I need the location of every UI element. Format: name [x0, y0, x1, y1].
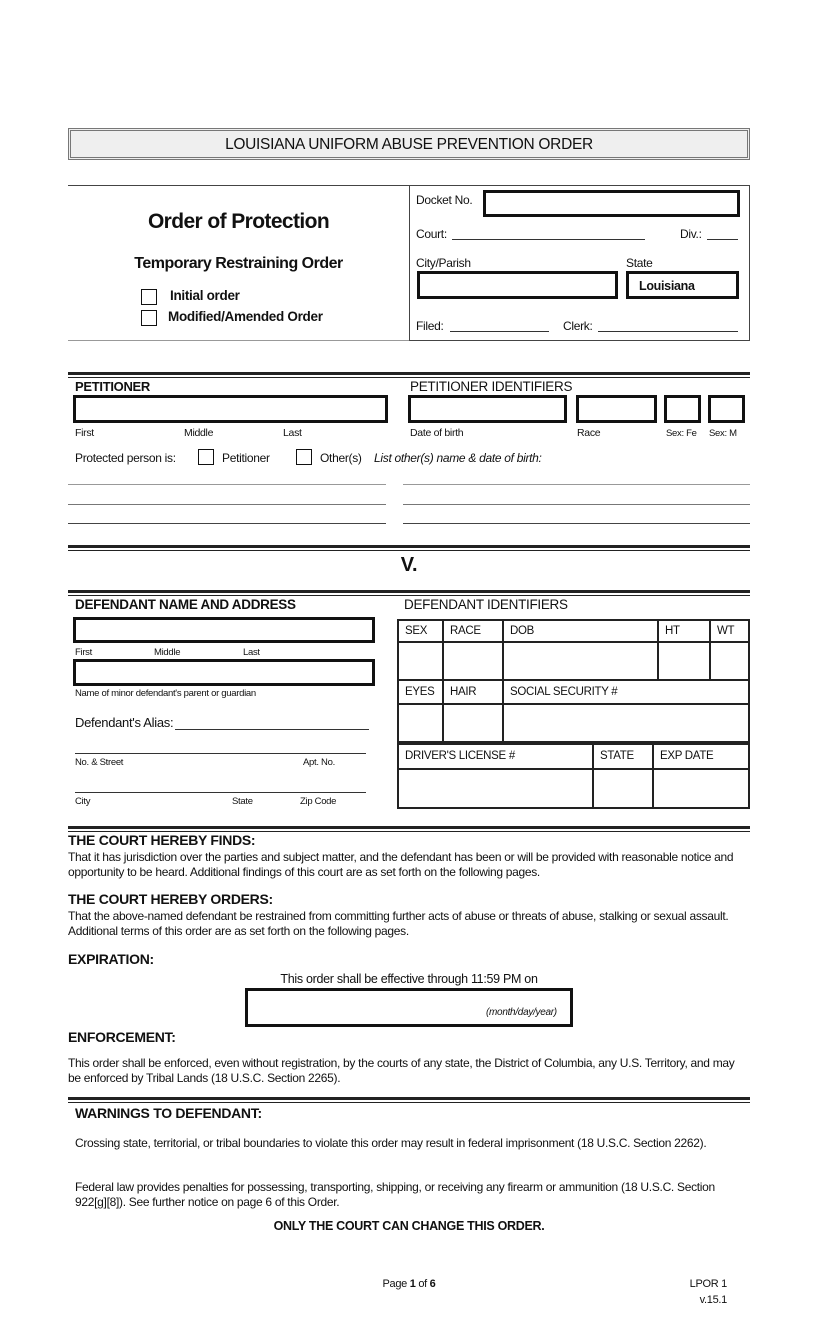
race-label: Race [577, 427, 601, 439]
modified-order-label: Modified/Amended Order [168, 309, 323, 324]
drivers-license-table [397, 741, 750, 809]
defendant-middle-label: Middle [154, 647, 181, 658]
race-cell[interactable] [443, 642, 503, 680]
protected-others-label: Other(s) [320, 451, 362, 465]
city-parish-input[interactable] [417, 271, 618, 299]
filed-field[interactable] [450, 331, 549, 332]
defendant-last-label: Last [243, 647, 260, 658]
state-label: State [626, 256, 653, 270]
ht-header: HT [658, 620, 710, 642]
form-id: LPOR 1 [689, 1278, 727, 1290]
orders-heading: THE COURT HEREBY ORDERS: [68, 891, 273, 907]
defendant-name-input[interactable] [73, 617, 375, 643]
page-mid: of [415, 1278, 430, 1290]
hair-header: HAIR [443, 680, 503, 704]
city-state-zip-field[interactable] [75, 792, 366, 793]
clerk-field[interactable] [598, 331, 738, 332]
others-line[interactable] [403, 504, 750, 505]
ht-cell[interactable] [658, 642, 710, 680]
city-parish-label: City/Parish [416, 256, 471, 270]
form-version: v.15.1 [699, 1294, 727, 1306]
others-line[interactable] [403, 484, 750, 485]
filed-label: Filed: [416, 319, 444, 333]
div-field[interactable] [707, 239, 738, 240]
expiration-text: This order shall be effective through 11:59 PM on [280, 972, 538, 986]
div-label: Div.: [680, 227, 702, 241]
protected-petitioner-label: Petitioner [222, 451, 270, 465]
enforcement-heading: ENFORCEMENT: [68, 1029, 176, 1045]
modified-order-checkbox[interactable] [141, 310, 157, 326]
court-field[interactable] [452, 239, 645, 240]
enforcement-text: This order shall be enforced, even without registration, by the courts of any state, the District of Columbia, any U.S. Territory, and may be enforced by Tribal Lands (18 U.S.C. Section 2265). [68, 1056, 735, 1085]
docket-label: Docket No. [416, 193, 473, 207]
dob-header: DOB [503, 620, 658, 642]
others-line[interactable] [403, 523, 750, 524]
page-prefix: Page [382, 1278, 410, 1290]
race-header: RACE [443, 620, 503, 642]
license-header: DRIVER'S LICENSE # [398, 742, 593, 769]
guardian-name-input[interactable] [73, 659, 375, 686]
others-line[interactable] [68, 523, 386, 524]
others-line[interactable] [68, 484, 386, 485]
others-line[interactable] [68, 504, 386, 505]
findings-text: That it has jurisdiction over the parties and subject matter, and the defendant has been or will be provided with reasonable notice and opportunity to be heard. Additional findings of this court are as set forth on the following pages. [68, 850, 734, 879]
license-state-header: STATE [593, 742, 653, 769]
petitioner-sex-female-input[interactable] [664, 395, 701, 423]
list-others-label: List other(s) name & date of birth: [374, 451, 542, 465]
street-field[interactable] [75, 753, 366, 754]
order-type: Temporary Restraining Order [134, 255, 343, 272]
section-divider [68, 372, 750, 378]
protected-others-checkbox[interactable] [296, 449, 312, 465]
sex-header: SEX [398, 620, 443, 642]
header-top-rule [68, 185, 409, 186]
warning-item: Federal law provides penalties for possessing, transporting, shipping, or receiving any firearm or ammunition (18 U.S.C. Section 922[g][8]). See further notice on page 6 of this Order. [75, 1180, 715, 1209]
defendant-first-label: First [75, 647, 92, 658]
sex-male-label: Sex: M [709, 428, 737, 439]
findings-heading: THE COURT HEREBY FINDS: [68, 832, 256, 848]
docket-input[interactable] [483, 190, 740, 217]
section-divider [68, 545, 750, 551]
city-label: City [75, 796, 91, 807]
petitioner-race-input[interactable] [576, 395, 657, 423]
expiration-heading: EXPIRATION: [68, 951, 154, 967]
section-divider [68, 1097, 750, 1103]
protected-person-label: Protected person is: [75, 451, 176, 465]
initial-order-label: Initial order [170, 288, 240, 303]
first-name-label: First [75, 427, 94, 439]
defendant-heading: DEFENDANT NAME AND ADDRESS [75, 597, 296, 612]
ssn-header: SOCIAL SECURITY # [503, 680, 749, 704]
license-cell[interactable] [398, 769, 593, 808]
zip-label: Zip Code [300, 796, 337, 807]
orders-text: That the above-named defendant be restrained from committing further acts of abuse or threats of abuse, stalking or sexual assault. Additional terms of this order are as set forth on the following pages. [68, 909, 729, 938]
page-number [68, 1279, 750, 1290]
defendant-identifiers-table [397, 619, 750, 745]
middle-name-label: Middle [184, 427, 214, 439]
initial-order-checkbox[interactable] [141, 289, 157, 305]
street-label: No. & Street [75, 757, 124, 768]
protected-petitioner-checkbox[interactable] [198, 449, 214, 465]
guardian-label: Name of minor defendant's parent or guardian [75, 688, 256, 699]
defendant-identifiers-heading: DEFENDANT IDENTIFIERS [404, 597, 568, 612]
petitioner-sex-male-input[interactable] [708, 395, 745, 423]
defendant-state-label: State [232, 796, 253, 807]
sex-female-label: Sex: Fe [666, 428, 697, 439]
petitioner-dob-input[interactable] [408, 395, 567, 423]
wt-cell[interactable] [710, 642, 749, 680]
form-title: LOUISIANA UNIFORM ABUSE PREVENTION ORDER [225, 136, 593, 153]
license-state-cell[interactable] [593, 769, 653, 808]
eyes-cell[interactable] [398, 704, 443, 744]
eyes-header: EYES [398, 680, 443, 704]
petitioner-heading: PETITIONER [75, 379, 151, 394]
last-name-label: Last [283, 427, 302, 439]
apt-label: Apt. No. [303, 757, 335, 768]
exp-date-header: EXP DATE [653, 742, 749, 769]
ssn-cell[interactable] [503, 704, 749, 744]
state-value: Louisiana [639, 279, 695, 293]
warning-item: Crossing state, territorial, or tribal boundaries to violate this order may result in federal imprisonment (18 U.S.C. Section 2262). [75, 1136, 707, 1150]
order-title: Order of Protection [147, 210, 330, 233]
petitioner-name-input[interactable] [73, 395, 388, 423]
versus-label: V. [400, 554, 418, 576]
hair-cell[interactable] [443, 704, 503, 744]
sex-cell[interactable] [398, 642, 443, 680]
page-current: 1 [409, 1278, 416, 1290]
section-divider [68, 590, 750, 596]
warnings-heading: WARNINGS TO DEFENDANT: [75, 1105, 262, 1121]
alias-label: Defendant's Alias: [75, 715, 174, 730]
expiration-date-hint: (month/day/year) [486, 1007, 557, 1018]
final-warning: ONLY THE COURT CAN CHANGE THIS ORDER. [273, 1219, 545, 1233]
exp-date-cell[interactable] [653, 769, 749, 808]
alias-field[interactable] [175, 729, 369, 730]
wt-header: WT [710, 620, 749, 642]
page-total: 6 [429, 1278, 436, 1290]
clerk-label: Clerk: [563, 319, 593, 333]
dob-cell[interactable] [503, 642, 658, 680]
court-label: Court: [416, 227, 447, 241]
header-bottom-rule [68, 340, 409, 341]
petitioner-identifiers-heading: PETITIONER IDENTIFIERS [410, 379, 573, 394]
dob-label: Date of birth [410, 427, 464, 439]
